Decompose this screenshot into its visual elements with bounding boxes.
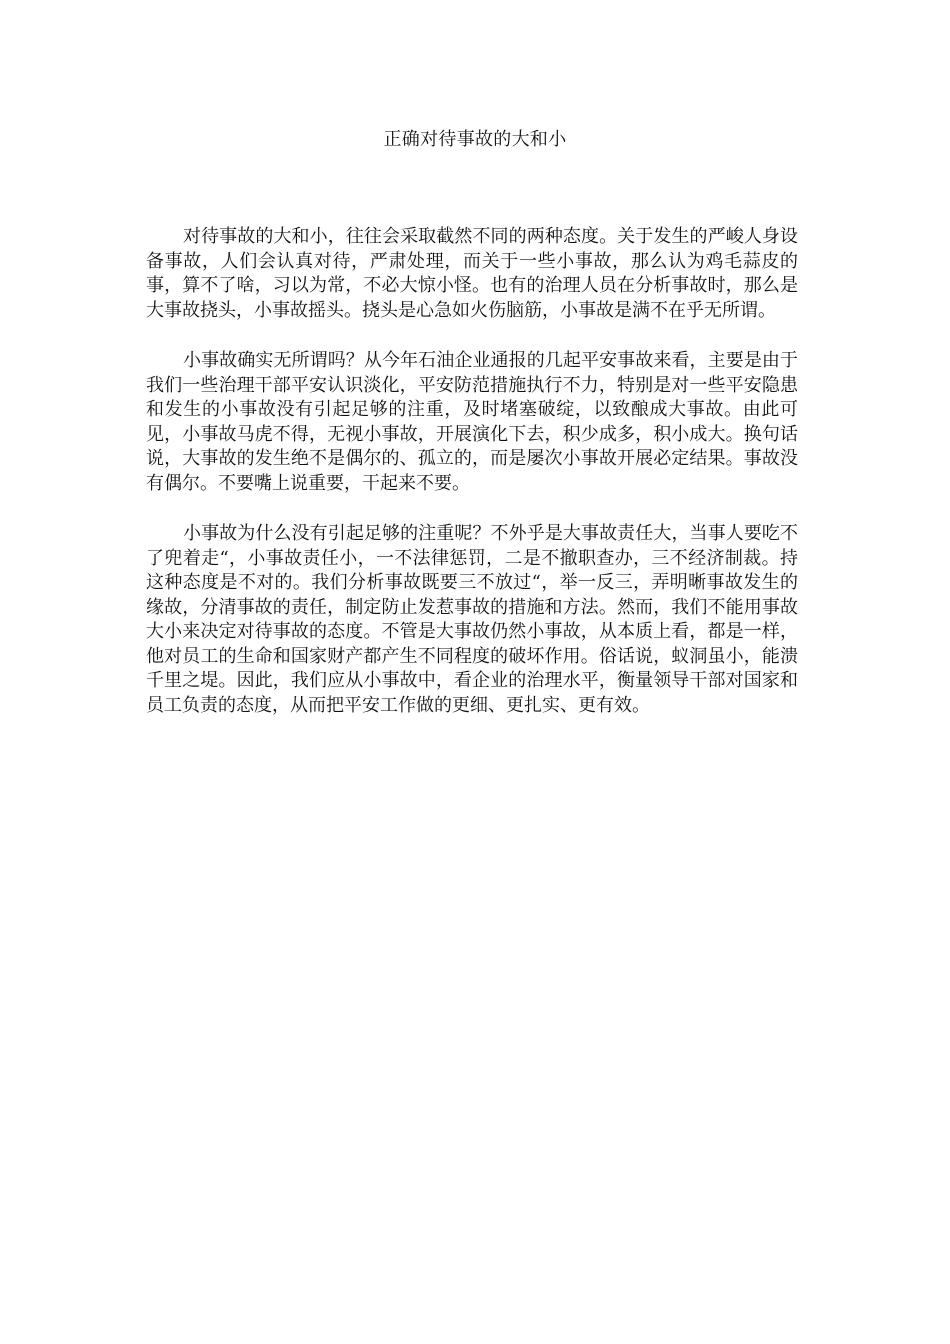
paragraph-1: 对待事故的大和小，往往会采取截然不同的两种态度。关于发生的严峻人身设备事故，人们会认真对待，严肃处理，而关于一些小事故，那么认为鸡毛蒜皮的事，算不了啥，习以为常，不必大惊小怪。也有的治理人员在分析事故时，那么是大事故挠头，小事故摇头。挠头是心急如火伤脑筋，小事故是满不在乎无所谓。	[146, 226, 798, 321]
document-title: 正确对待事故的大和小	[383, 129, 567, 150]
paragraph-2: 小事故确实无所谓吗？从今年石油企业通报的几起平安事故来看，主要是由于我们一些治理干部平安认识淡化，平安防范措施执行不力，特别是对一些平安隐患和发生的小事故没有引起足够的注重，及时堵塞破绽，以致酿成大事故。由此可见，小事故马虎不得，无视小事故，开展演化下去，积少成多，积小成大。换句话说，大事故的发生绝不是偶尔的、孤立的，而是屡次小事故开展必定结果。事故没有偶尔。不要嘴上说重要，干起来不要。	[146, 350, 798, 494]
document-body	[146, 225, 798, 744]
paragraph-3: 小事故为什么没有引起足够的注重呢？不外乎是大事故责任大，当事人要吃不了兜着走“，小事故责任小，一不法律惩罚，二是不撤职查办，三不经济制裁。持这种态度是不对的。我们分析事故既要三不放过“，举一反三，弄明晰事故发生的缘故，分清事故的责任，制定防止发惹事故的措施和方法。然而，我们不能用事故大小来决定对待事故的态度。不管是大事故仍然小事故，从本质上看，都是一样，他对员工的生命和国家财产都产生不同程度的破坏作用。俗话说，蚁洞虽小，能溃千里之堤。因此，我们应从小事故中，看企业的治理水平，衡量领导干部对国家和员工负责的态度，从而把平安工作做的更细、更扎实、更有效。	[146, 523, 798, 716]
